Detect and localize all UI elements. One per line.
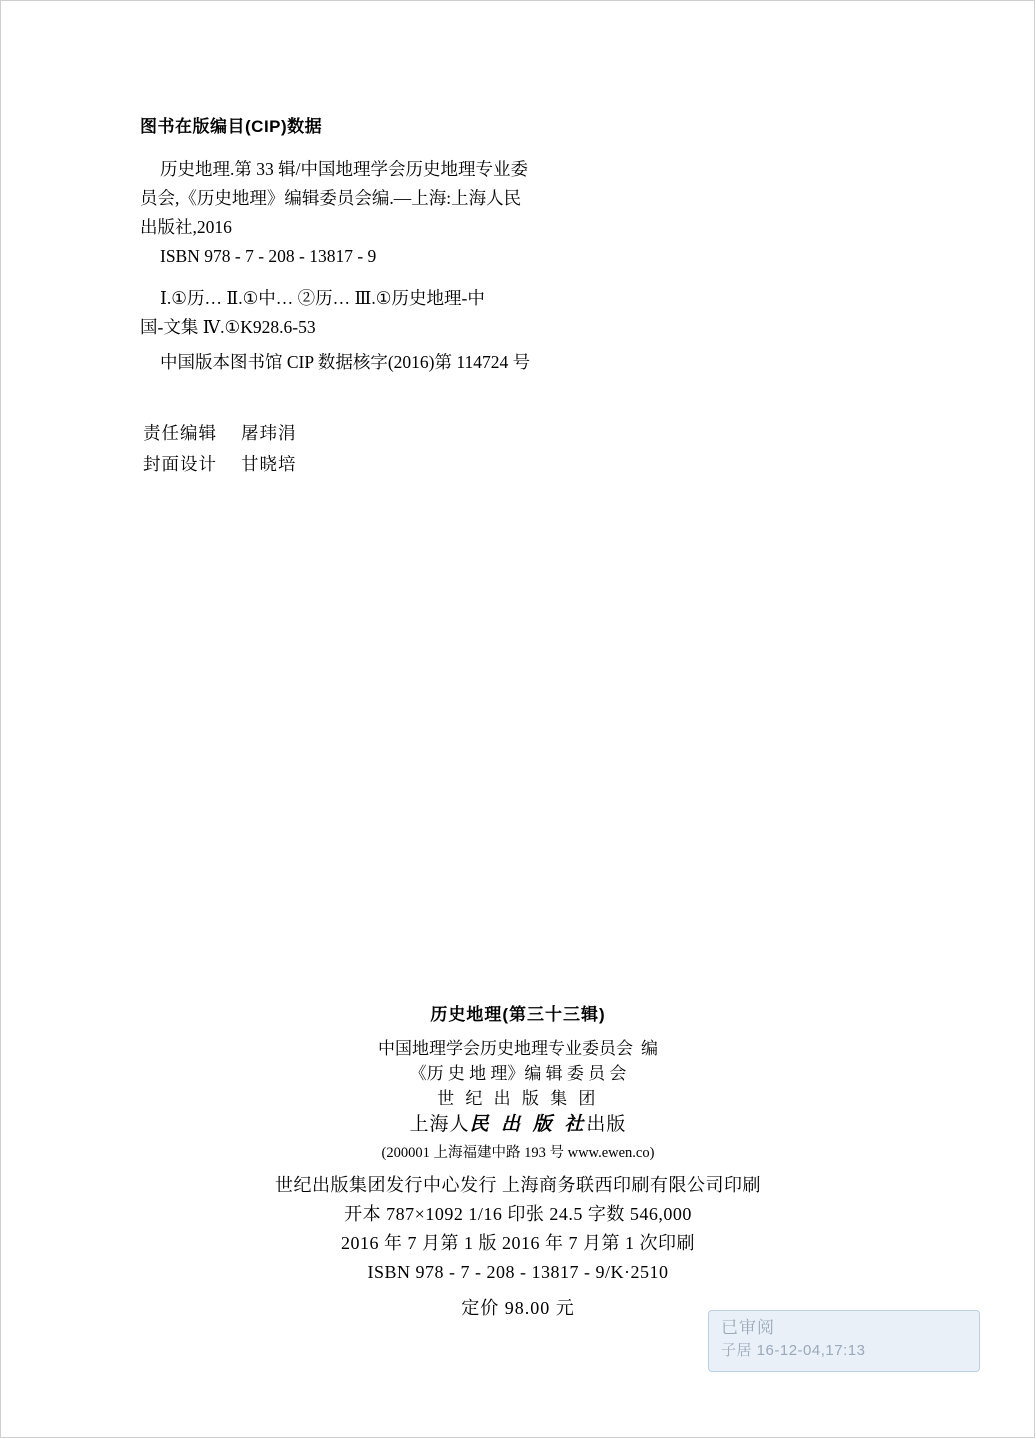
colophon-format: 开本 787×1092 1/16 印张 24.5 字数 546,000 xyxy=(344,1204,692,1224)
cip-spacer-1 xyxy=(140,271,780,284)
review-stamp-status: 已审阅 xyxy=(721,1318,775,1337)
cip-body xyxy=(140,155,780,377)
cip-isbn: ISBN 978 - 7 - 208 - 13817 - 9 xyxy=(160,246,377,266)
cip-registry-number: 中国版本图书馆 CIP 数据核字(2016)第 114724 号 xyxy=(160,352,531,372)
cip-class-line-1: Ⅰ.①历… Ⅱ.①中… ②历… Ⅲ.①历史地理-中 xyxy=(160,288,485,308)
colophon-press-suffix: 出版 xyxy=(586,1114,627,1135)
credits-block xyxy=(143,418,297,480)
credit-name: 屠玮涓 xyxy=(241,423,297,443)
colophon-editor-suffix: 编 xyxy=(641,1039,658,1058)
cip-class-line-2: 国-文集 Ⅳ.①K928.6-53 xyxy=(140,317,316,337)
colophon-editor-1-text: 中国地理学会历史地理专业委员会 xyxy=(378,1039,633,1058)
colophon-editor-2: 《历 史 地 理》编 辑 委 员 会 xyxy=(409,1064,627,1083)
colophon-group: 世 纪 出 版 集 团 xyxy=(437,1089,599,1108)
review-stamp-meta: 子居 16-12-04,17:13 xyxy=(721,1342,866,1359)
cip-block xyxy=(140,112,780,377)
colophon-edition: 2016 年 7 月第 1 版 2016 年 7 月第 1 次印刷 xyxy=(341,1233,695,1253)
colophon-press-prefix: 上海人 xyxy=(409,1114,470,1135)
colophon-isbn: ISBN 978 - 7 - 208 - 13817 - 9/K·2510 xyxy=(367,1262,669,1282)
colophon-press xyxy=(0,1111,1036,1138)
cip-line-2: 员会,《历史地理》编辑委员会编.—上海:上海人民 xyxy=(140,188,522,208)
cip-heading: 图书在版编目(CIP)数据 xyxy=(140,117,323,136)
review-stamp xyxy=(708,1310,980,1372)
credit-role: 封面设计 xyxy=(143,454,217,474)
cip-line-3: 出版社,2016 xyxy=(140,217,232,237)
colophon-press-hand: 民 出 版 社 xyxy=(469,1113,587,1135)
credit-name: 甘晓培 xyxy=(241,454,297,474)
colophon-editor-1 xyxy=(0,1036,1036,1061)
cip-line-1: 历史地理.第 33 辑/中国地理学会历史地理专业委 xyxy=(160,159,528,179)
colophon-title: 历史地理(第三十三辑) xyxy=(430,1005,606,1024)
credit-row xyxy=(143,418,297,449)
colophon-price: 定价 98.00 元 xyxy=(461,1298,575,1318)
colophon-block xyxy=(0,1000,1036,1320)
credit-role: 责任编辑 xyxy=(143,423,217,443)
credit-row xyxy=(143,449,297,480)
colophon-address: (200001 上海福建中路 193 号 www.ewen.co) xyxy=(381,1145,655,1161)
colophon-distribution: 世纪出版集团发行中心发行 上海商务联西印刷有限公司印刷 xyxy=(275,1175,761,1195)
